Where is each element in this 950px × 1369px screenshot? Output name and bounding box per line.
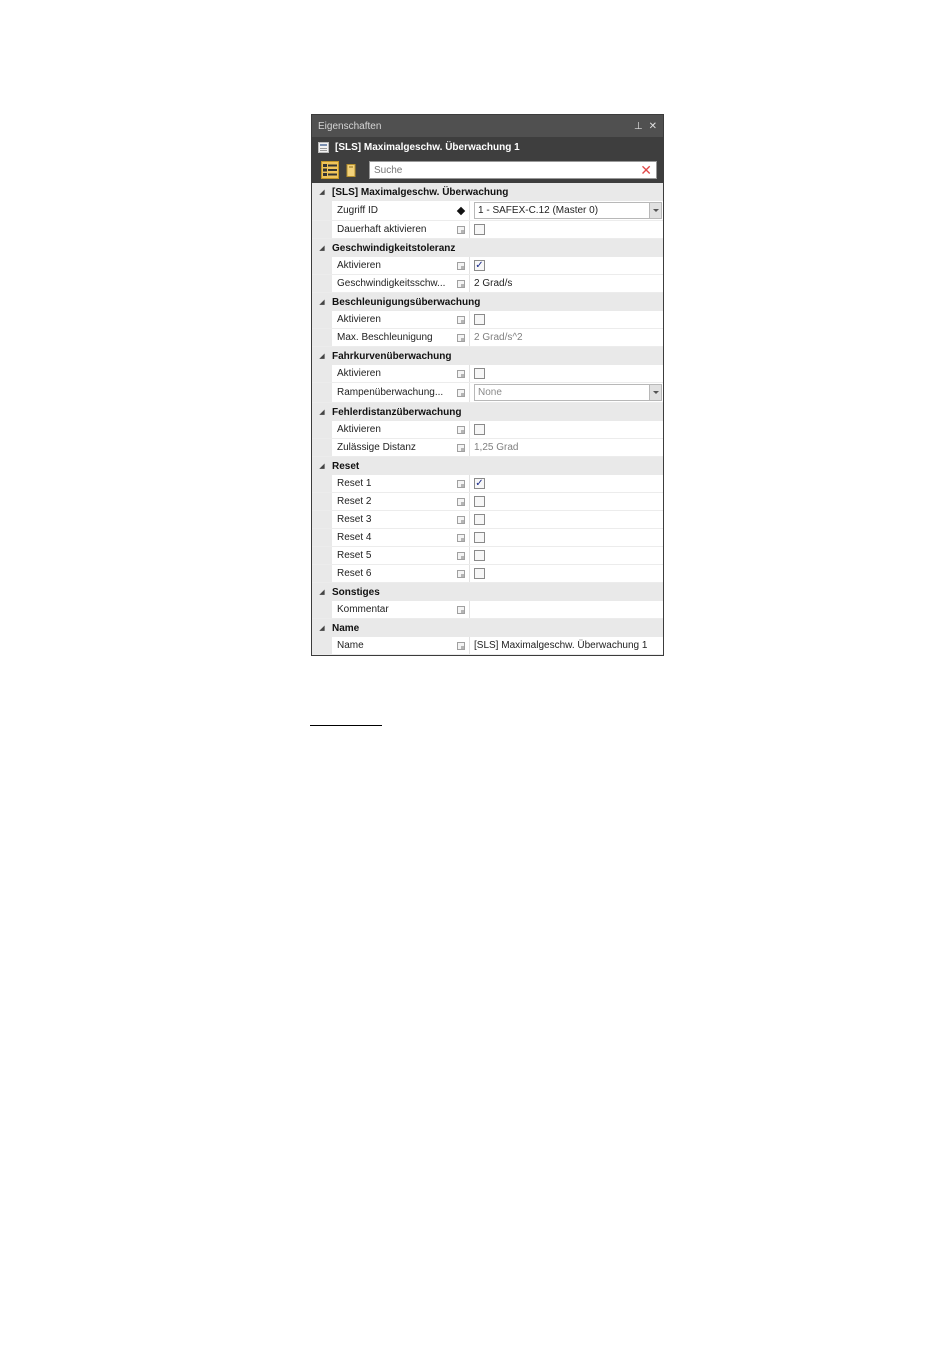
- row-gutter: [312, 257, 332, 274]
- property-checkbox[interactable]: [474, 496, 485, 507]
- property-row[interactable]: [312, 601, 663, 619]
- footnote-rule: [310, 725, 382, 726]
- property-value: [470, 329, 663, 346]
- property-value: [470, 221, 663, 238]
- property-row[interactable]: [312, 221, 663, 239]
- property-value: [470, 565, 663, 582]
- property-row[interactable]: [312, 421, 663, 439]
- property-value: [470, 547, 663, 564]
- property-name: Reset 4: [337, 532, 372, 543]
- collapse-triangle-icon[interactable]: ◢: [319, 353, 325, 360]
- property-row[interactable]: [312, 637, 663, 655]
- row-gutter: [312, 601, 332, 618]
- property-marker: [457, 226, 465, 234]
- dropdown-value: 1 - SAFEX-C.12 (Master 0): [478, 205, 599, 216]
- property-checkbox[interactable]: [474, 568, 485, 579]
- diamond-shape: [456, 206, 464, 214]
- row-gutter: [312, 493, 332, 510]
- clear-search-icon[interactable]: ✕: [640, 162, 652, 178]
- property-name: Aktivieren: [337, 424, 381, 435]
- property-value: [470, 529, 663, 546]
- property-name: Geschwindigkeitsschw...: [337, 278, 446, 289]
- category-label: Name: [332, 622, 360, 634]
- property-icon: [452, 329, 470, 346]
- category-header[interactable]: [312, 347, 663, 365]
- property-icon: [452, 493, 470, 510]
- collapse-triangle-icon[interactable]: ◢: [319, 189, 325, 196]
- property-value: [470, 257, 663, 274]
- category-label: Beschleunigungsüberwachung: [332, 296, 481, 308]
- property-checkbox[interactable]: ✓: [475, 477, 484, 489]
- property-name: Reset 1: [337, 478, 372, 489]
- property-row[interactable]: [312, 529, 663, 547]
- property-marker: [457, 570, 465, 578]
- category-header[interactable]: [312, 457, 663, 475]
- properties-panel: [311, 114, 664, 656]
- property-value: [470, 439, 663, 456]
- category-header[interactable]: [312, 293, 663, 311]
- row-gutter: [312, 565, 332, 582]
- search-input[interactable]: [374, 165, 640, 176]
- property-icon: [452, 475, 470, 492]
- property-row[interactable]: [312, 439, 663, 457]
- property-row[interactable]: [312, 365, 663, 383]
- property-name: Max. Beschleunigung: [337, 332, 433, 343]
- property-row[interactable]: [312, 475, 663, 493]
- row-gutter: [312, 329, 332, 346]
- value-text[interactable]: 2 Grad/s^2: [474, 332, 523, 343]
- object-title: [SLS] Maximalgeschw. Überwachung 1: [335, 141, 520, 153]
- category-header[interactable]: [312, 183, 663, 201]
- collapse-triangle-icon[interactable]: ◢: [319, 245, 325, 252]
- property-icon: [452, 221, 470, 238]
- property-icon: [452, 529, 470, 546]
- property-value: [470, 601, 663, 618]
- chevron-down-icon[interactable]: [649, 203, 661, 218]
- value-text[interactable]: 2 Grad/s: [474, 278, 513, 289]
- property-checkbox[interactable]: [474, 424, 485, 435]
- property-marker: [457, 534, 465, 542]
- property-icon: [452, 257, 470, 274]
- row-gutter: [312, 311, 332, 328]
- property-dropdown[interactable]: [474, 202, 662, 219]
- property-marker: [457, 606, 465, 614]
- collapse-triangle-icon[interactable]: ◢: [319, 409, 325, 416]
- property-row[interactable]: [312, 547, 663, 565]
- row-gutter: [312, 421, 332, 438]
- row-gutter: [312, 511, 332, 528]
- category-label: [SLS] Maximalgeschw. Überwachung: [332, 186, 509, 198]
- collapse-triangle-icon[interactable]: ◢: [319, 589, 325, 596]
- property-row[interactable]: [312, 257, 663, 275]
- property-value: [470, 275, 663, 292]
- property-icon: [452, 383, 470, 402]
- row-gutter: [312, 637, 332, 654]
- property-name: Reset 2: [337, 496, 372, 507]
- categorized-view-button[interactable]: [321, 161, 339, 179]
- property-name: Zugriff ID: [337, 205, 378, 216]
- property-checkbox[interactable]: [474, 368, 485, 379]
- property-icon: [452, 421, 470, 438]
- property-marker: [457, 426, 465, 434]
- property-value: [470, 383, 663, 402]
- property-marker: [457, 316, 465, 324]
- property-name: Zulässige Distanz: [337, 442, 416, 453]
- panel-title: Eigenschaften: [318, 120, 382, 132]
- property-value: [470, 493, 663, 510]
- property-row[interactable]: [312, 565, 663, 583]
- property-row[interactable]: [312, 311, 663, 329]
- property-marker: [457, 516, 465, 524]
- property-pages-icon: [346, 164, 356, 177]
- property-grid: [312, 183, 663, 655]
- property-dropdown[interactable]: [474, 384, 662, 401]
- value-text[interactable]: [SLS] Maximalgeschw. Überwachung 1: [474, 640, 648, 651]
- pin-icon[interactable]: ⊥: [633, 120, 643, 132]
- row-gutter: [312, 201, 332, 220]
- category-label: Sonstiges: [332, 586, 380, 598]
- row-gutter: [312, 365, 332, 382]
- row-gutter: [312, 439, 332, 456]
- property-icon: [452, 365, 470, 382]
- property-marker: [457, 480, 465, 488]
- object-header: [312, 137, 663, 157]
- property-checkbox[interactable]: [474, 314, 485, 325]
- property-name: Reset 5: [337, 550, 372, 561]
- property-marker: [457, 262, 465, 270]
- property-name: Name: [337, 640, 364, 651]
- property-icon: [452, 439, 470, 456]
- category-label: Fehlerdistanzüberwachung: [332, 406, 462, 418]
- search-box[interactable]: [369, 161, 657, 179]
- property-icon: [452, 511, 470, 528]
- value-text[interactable]: 1,25 Grad: [474, 442, 519, 453]
- panel-toolbar: [312, 157, 663, 183]
- property-name: Reset 6: [337, 568, 372, 579]
- property-name: Aktivieren: [337, 368, 381, 379]
- collapse-triangle-icon[interactable]: ◢: [319, 625, 325, 632]
- row-gutter: [312, 529, 332, 546]
- close-icon[interactable]: ✕: [648, 120, 657, 132]
- property-value: [470, 365, 663, 382]
- property-marker: [457, 552, 465, 560]
- row-gutter: [312, 547, 332, 564]
- category-label: Reset: [332, 460, 360, 472]
- property-name: Aktivieren: [337, 260, 381, 271]
- property-row[interactable]: [312, 493, 663, 511]
- property-name: Dauerhaft aktivieren: [337, 224, 427, 235]
- property-checkbox[interactable]: [474, 532, 485, 543]
- object-icon: [318, 142, 329, 153]
- property-value: [470, 311, 663, 328]
- property-row[interactable]: [312, 329, 663, 347]
- property-value: [470, 637, 663, 654]
- property-marker: [457, 498, 465, 506]
- property-icon: [452, 601, 470, 618]
- property-checkbox[interactable]: [474, 550, 485, 561]
- property-icon: [452, 637, 470, 654]
- property-name: Aktivieren: [337, 314, 381, 325]
- property-value: [470, 511, 663, 528]
- property-value: [470, 475, 663, 492]
- collapse-triangle-icon[interactable]: ◢: [319, 463, 325, 470]
- property-checkbox[interactable]: [474, 514, 485, 525]
- property-row[interactable]: [312, 275, 663, 293]
- row-gutter: [312, 221, 332, 238]
- property-marker: [457, 642, 465, 650]
- category-header[interactable]: [312, 239, 663, 257]
- property-value: [470, 201, 663, 220]
- property-icon: [452, 565, 470, 582]
- chevron-down-icon[interactable]: [649, 385, 661, 400]
- property-marker: [457, 334, 465, 342]
- property-checkbox[interactable]: [474, 224, 485, 235]
- property-marker: [457, 280, 465, 288]
- property-name: Rampenüberwachung...: [337, 387, 444, 398]
- category-header[interactable]: [312, 583, 663, 601]
- property-row[interactable]: [312, 511, 663, 529]
- row-gutter: [312, 383, 332, 402]
- diamond-icon: [452, 201, 470, 220]
- row-gutter: [312, 475, 332, 492]
- property-name: Reset 3: [337, 514, 372, 525]
- property-icon: [452, 275, 470, 292]
- collapse-triangle-icon[interactable]: ◢: [319, 299, 325, 306]
- category-label: Fahrkurvenüberwachung: [332, 350, 452, 362]
- panel-titlebar: [312, 115, 663, 137]
- property-name: Kommentar: [337, 604, 389, 615]
- property-row[interactable]: [312, 383, 663, 403]
- category-header[interactable]: [312, 619, 663, 637]
- categorized-icon: [323, 164, 337, 176]
- category-label: Geschwindigkeitstoleranz: [332, 242, 456, 254]
- property-icon: [452, 311, 470, 328]
- category-header[interactable]: [312, 403, 663, 421]
- property-checkbox[interactable]: ✓: [475, 259, 484, 271]
- row-gutter: [312, 275, 332, 292]
- property-marker: [457, 389, 465, 397]
- property-value: [470, 421, 663, 438]
- property-marker: [457, 370, 465, 378]
- property-icon: [452, 547, 470, 564]
- property-pages-button[interactable]: [342, 161, 360, 179]
- property-row[interactable]: [312, 201, 663, 221]
- property-marker: [457, 444, 465, 452]
- dropdown-value: None: [478, 387, 502, 398]
